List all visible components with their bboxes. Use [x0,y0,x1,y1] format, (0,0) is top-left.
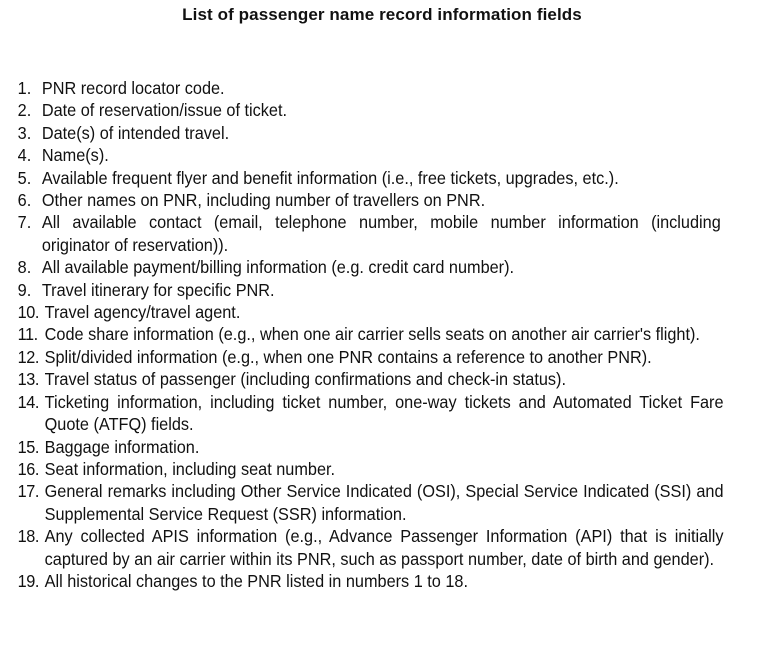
item-text: Name(s). [41,145,109,166]
item-number: 15. [17,436,39,457]
item-text: All available contact (email, telephone number, mobile number information (including originator of reservation)). [41,212,721,255]
item-text: Available frequent flyer and benefit information (i.e., free tickets, upgrades, etc.). [41,167,619,188]
document-title: List of passenger name record information fields [182,5,582,24]
list-item [0,189,735,211]
list-item [0,167,735,189]
item-number: 3. [17,122,32,143]
list-item [0,368,735,390]
pnr-fields-list [0,77,768,592]
item-number: 11. [17,324,38,345]
list-item [0,122,735,144]
item-text: Any collected APIS information (e.g., Advance Passenger Information (API) that is initially captured by an air carrier within its PNR, such as passport number, date of birth and gender). [44,526,724,569]
item-number: 16. [17,458,39,479]
list-item [0,346,735,368]
list-item [0,480,735,525]
item-number: 18. [17,526,39,547]
item-number: 2. [17,100,32,121]
item-text: Travel status of passenger (including confirmations and check-in status). [44,369,566,390]
item-text: Date of reservation/issue of ticket. [41,100,287,121]
item-number: 13. [17,369,39,390]
item-text: All available payment/billing information (e.g. credit card number). [41,257,515,278]
item-text: Date(s) of intended travel. [41,122,230,143]
item-number: 8. [17,257,32,278]
item-text: All historical changes to the PNR listed in numbers 1 to 18. [44,570,469,591]
item-text: Seat information, including seat number. [44,458,336,479]
item-text: Other names on PNR, including number of travellers on PNR. [41,190,486,211]
item-number: 12. [17,346,39,367]
item-number: 19. [17,570,39,591]
list-item [0,99,735,121]
list-item [0,570,735,592]
item-text: Ticketing information, including ticket number, one-way tickets and Automated Ticket Fare Quote (ATFQ) fields. [44,391,724,435]
list-item [0,323,735,345]
item-number: 4. [17,145,32,166]
list-item [0,77,735,99]
item-number: 17. [17,481,39,502]
list-item [0,256,735,278]
item-number: 10. [17,302,39,323]
item-text: Baggage information. [44,436,200,457]
list-item [0,391,735,436]
item-text: General remarks including Other Service Indicated (OSI), Special Service Indicated (SSI) and Supplemental Service Request (SSR) information. [44,481,724,524]
list-item [0,279,735,301]
item-number: 14. [17,391,39,412]
item-number: 9. [17,279,32,300]
item-number: 5. [17,167,32,188]
list-item [0,144,735,166]
item-text: PNR record locator code. [41,78,225,98]
item-text: Travel itinerary for specific PNR. [41,279,275,300]
list-item [0,525,735,570]
list-item [0,211,735,256]
item-number: 6. [17,190,32,211]
item-text: Split/divided information (e.g., when one PNR contains a reference to another PNR). [44,346,652,367]
item-number: 7. [17,212,32,233]
list-item [0,301,735,323]
list-item [0,458,735,480]
item-text: Code share information (e.g., when one air carrier sells seats on another air carrier's flight). [44,324,700,345]
list-item [0,436,735,458]
item-text: Travel agency/travel agent. [44,302,241,323]
item-number: 1. [17,78,32,98]
